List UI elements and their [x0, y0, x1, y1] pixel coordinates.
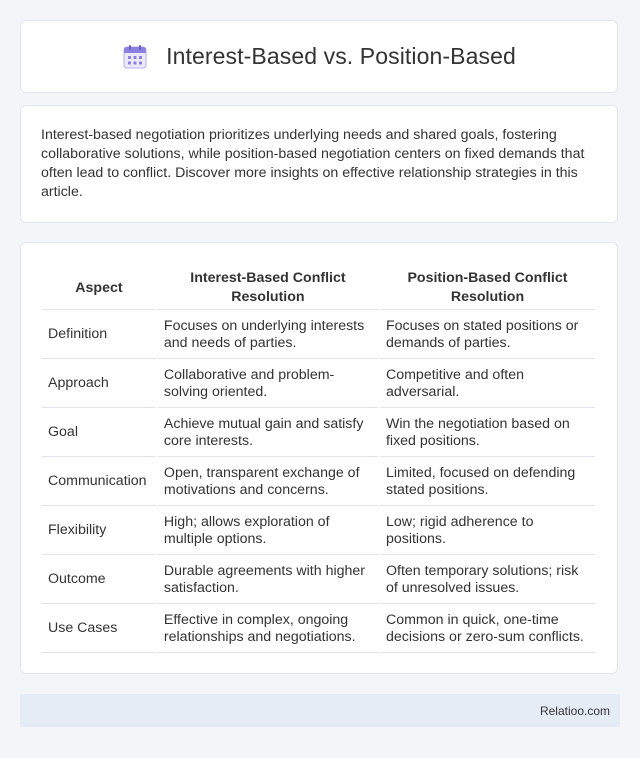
position-based-cell: Win the negotiation based on fixed positions.: [380, 408, 595, 457]
interest-based-cell: Focuses on underlying interests and needs of parties.: [158, 310, 378, 359]
table-row: [42, 408, 595, 457]
interest-based-cell: Collaborative and problem-solving oriented.: [158, 359, 378, 408]
table-row: [42, 359, 595, 408]
calendar-icon: [122, 44, 148, 70]
interest-based-cell: Effective in complex, ongoing relationships and negotiations.: [158, 604, 378, 653]
header-aspect: Aspect: [42, 266, 156, 310]
interest-based-cell: Open, transparent exchange of motivations and concerns.: [158, 457, 378, 506]
intro-card: [20, 105, 618, 223]
table-row: [42, 506, 595, 555]
comparison-table-card: [20, 242, 618, 674]
table-header-row: [42, 266, 595, 310]
footer-brand: Relatioo.com: [539, 703, 610, 718]
table-row: [42, 555, 595, 604]
interest-based-cell: Durable agreements with higher satisfaction.: [158, 555, 378, 604]
position-based-cell: Limited, focused on defending stated positions.: [380, 457, 595, 506]
page-title: Interest-Based vs. Position-Based: [166, 43, 516, 69]
position-based-cell: Common in quick, one-time decisions or zero-sum conflicts.: [380, 604, 595, 653]
title-card: [20, 20, 618, 93]
title-wrap: [122, 43, 516, 70]
aspect-cell: Outcome: [42, 555, 156, 604]
intro-text: Interest-based negotiation prioritizes underlying needs and shared goals, fostering collaborative solutions, while position-based negotiation centers on fixed demands that often lead to conflict. Discover more insights on effective relationship strategies in this article.: [41, 127, 585, 200]
position-based-cell: Competitive and often adversarial.: [380, 359, 595, 408]
aspect-cell: Approach: [42, 359, 156, 408]
interest-based-cell: High; allows exploration of multiple options.: [158, 506, 378, 555]
table-row: [42, 457, 595, 506]
aspect-cell: Use Cases: [42, 604, 156, 653]
footer: [20, 694, 620, 727]
header-interest-based: Interest-Based Conflict Resolution: [158, 266, 378, 310]
aspect-cell: Definition: [42, 310, 156, 359]
aspect-cell: Goal: [42, 408, 156, 457]
aspect-cell: Flexibility: [42, 506, 156, 555]
header-position-based: Position-Based Conflict Resolution: [380, 266, 595, 310]
table-row: [42, 604, 595, 653]
comparison-table: [40, 266, 597, 653]
position-based-cell: Focuses on stated positions or demands of parties.: [380, 310, 595, 359]
position-based-cell: Low; rigid adherence to positions.: [380, 506, 595, 555]
position-based-cell: Often temporary solutions; risk of unresolved issues.: [380, 555, 595, 604]
table-row: [42, 310, 595, 359]
aspect-cell: Communication: [42, 457, 156, 506]
interest-based-cell: Achieve mutual gain and satisfy core interests.: [158, 408, 378, 457]
